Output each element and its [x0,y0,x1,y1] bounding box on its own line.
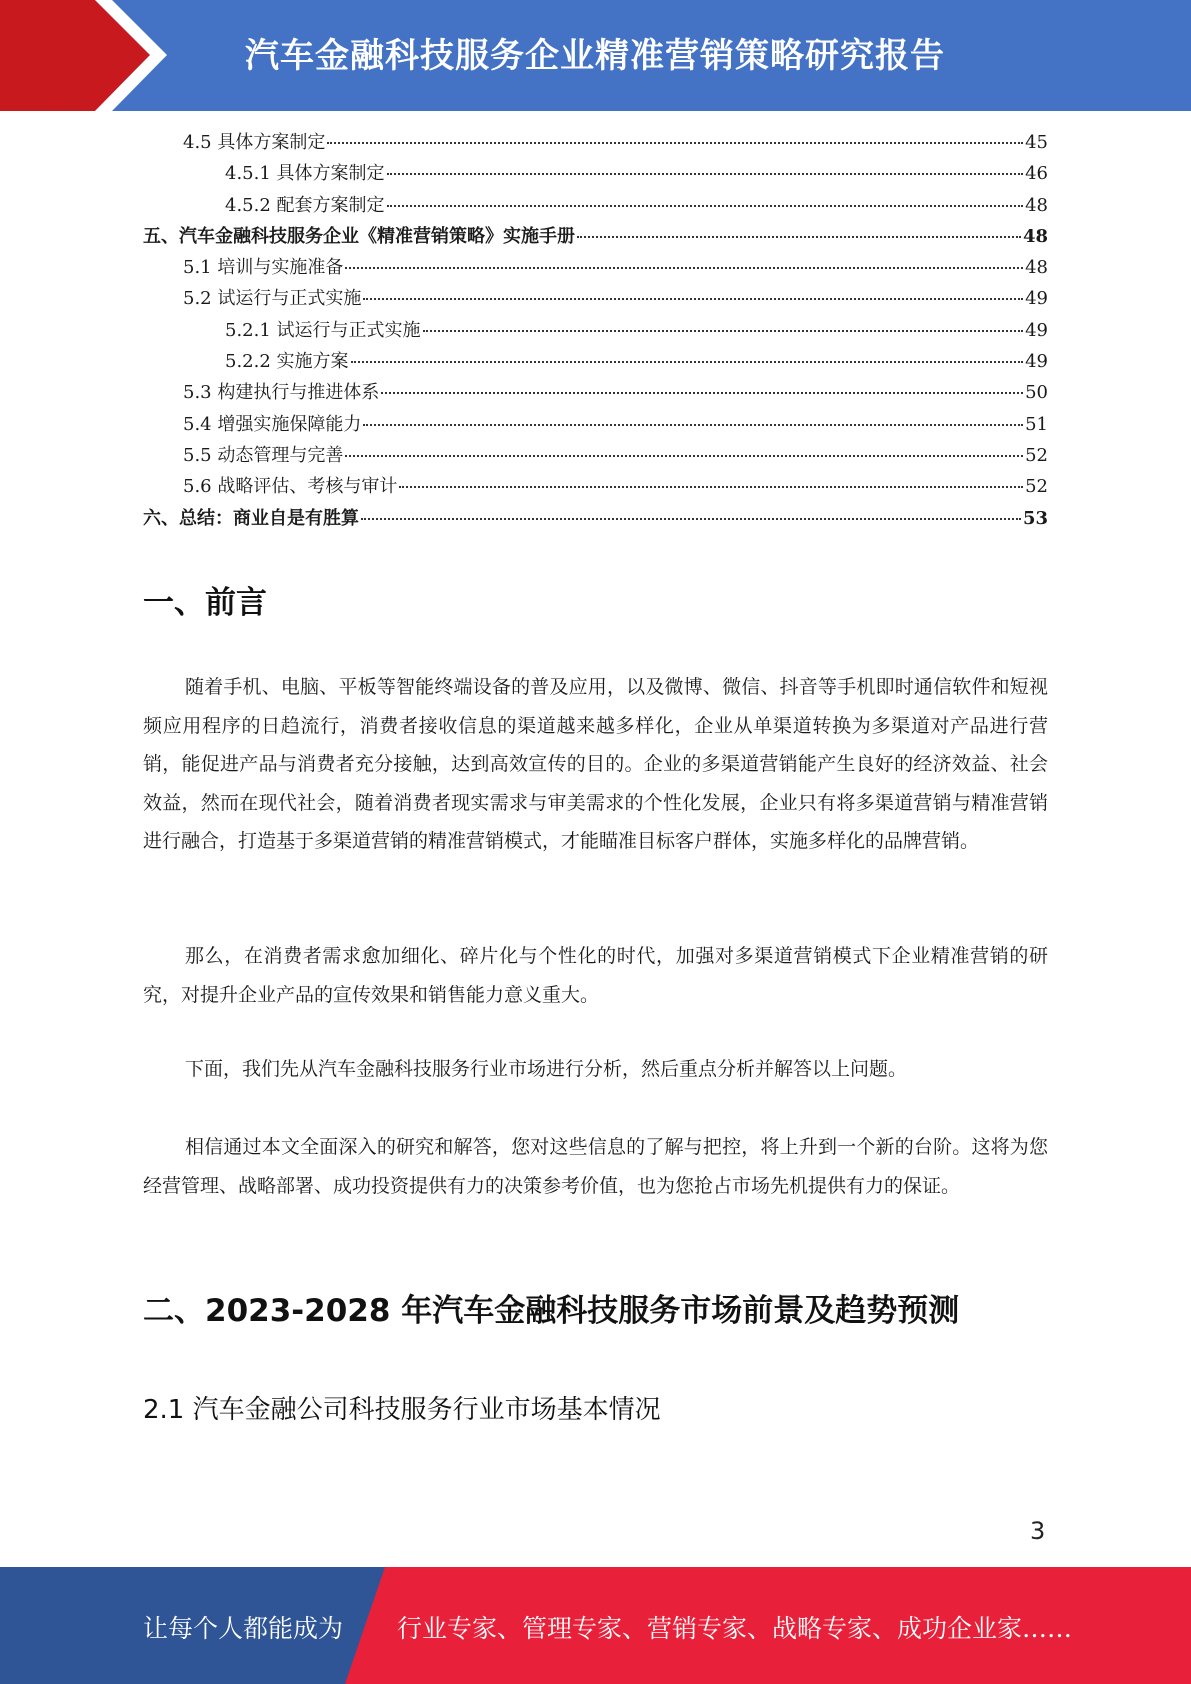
toc-entry[interactable] [143,253,1048,284]
section-heading-preface: 一、前言 [143,585,267,621]
toc-entry-label: 5.2.2 实施方案 [225,351,349,373]
toc-entry-label: 5.2 试运行与正式实施 [183,288,362,310]
toc-entry-label: 六、总结：商业自是有胜算 [143,507,359,529]
paragraph: 随着手机、电脑、平板等智能终端设备的普及应用，以及微博、微信、抖音等手机即时通信软件和短视频应用程序的日趋流行，消费者接收信息的渠道越来越多样化，企业从单渠道转换为多渠道对产品进行营销，能促进产品与消费者充分接触，达到高效宣传的目的。企业的多渠道营销能产生良好的经济效益、社会效益，然而在现代社会，随着消费者现实需求与审美需求的个性化发展，企业只有将多渠道营销与精准营销进行融合，打造基于多渠道营销的精准营销模式，才能瞄准目标客户群体，实施多样化的品牌营销。 [143,676,1048,852]
toc-dot-leader [363,424,1023,426]
toc-dot-leader [363,298,1023,300]
toc-dot-leader [381,392,1023,394]
page-footer [0,1567,1191,1684]
toc-dot-leader [361,518,1021,520]
toc-dot-leader [387,173,1024,175]
toc-entry-page: 50 [1025,382,1048,404]
toc-entry-page: 48 [1025,194,1048,216]
toc-entry-page: 52 [1025,476,1048,498]
toc-entry-label: 4.5 具体方案制定 [183,132,326,153]
table-of-contents [143,128,1048,535]
toc-entry[interactable] [143,410,1048,441]
toc-dot-leader [345,455,1023,457]
toc-entry[interactable] [143,472,1048,503]
toc-entry-label: 5.5 动态管理与完善 [183,444,344,466]
toc-dot-leader [399,486,1023,488]
footer-slogan-right: 行业专家、管理专家、营销专家、战略专家、成功企业家…… [397,1614,1073,1643]
toc-entry-label: 4.5.2 配套方案制定 [225,194,385,216]
toc-entry-page: 52 [1025,444,1048,466]
toc-entry[interactable] [143,128,1048,159]
toc-entry[interactable] [143,347,1048,378]
page-number: 3 [1030,1517,1046,1545]
toc-entry-page: 53 [1022,507,1048,529]
toc-entry[interactable] [143,504,1048,535]
toc-entry-page: 48 [1022,225,1048,247]
toc-dot-leader [577,236,1021,238]
toc-entry[interactable] [143,441,1048,472]
toc-entry-label: 五、汽车金融科技服务企业《精准营销策略》实施手册 [143,225,575,247]
toc-dot-leader [351,361,1024,363]
page-header [0,0,1191,111]
toc-dot-leader [423,330,1024,332]
paragraph: 相信通过本文全面深入的研究和解答，您对这些信息的了解与把控，将上升到一个新的台阶。这将为您经营管理、战略部署、成功投资提供有力的决策参考价值，也为您抢占市场先机提供有力的保证。 [143,1136,1048,1197]
toc-entry-page: 49 [1025,288,1048,310]
toc-dot-leader [327,142,1023,144]
toc-entry-label: 5.2.1 试运行与正式实施 [225,319,421,341]
toc-entry[interactable] [143,284,1048,315]
toc-entry[interactable] [143,222,1048,253]
toc-entry-label: 5.3 构建执行与推进体系 [183,382,380,404]
toc-entry-page: 49 [1025,319,1048,341]
toc-entry-page: 51 [1025,413,1048,435]
footer-slogan-left: 让每个人都能成为 [143,1614,344,1643]
section-heading-market-forecast: 二、2023-2028 年汽车金融科技服务市场前景及趋势预测 [143,1293,960,1329]
toc-entry[interactable] [143,159,1048,190]
toc-entry-label: 5.4 增强实施保障能力 [183,413,362,435]
report-title: 汽车金融科技服务企业精准营销策略研究报告 [245,36,945,76]
toc-entry-label: 4.5.1 具体方案制定 [225,163,385,185]
toc-entry[interactable] [143,316,1048,347]
toc-entry-page: 48 [1025,257,1048,279]
toc-entry[interactable] [143,378,1048,409]
toc-entry-page: 45 [1025,132,1048,153]
paragraph: 那么，在消费者需求愈加细化、碎片化与个性化的时代，加强对多渠道营销模式下企业精准营销的研究，对提升企业产品的宣传效果和销售能力意义重大。 [143,945,1048,1006]
toc-entry-label: 5.6 战略评估、考核与审计 [183,476,398,498]
toc-entry-page: 46 [1025,163,1048,185]
toc-dot-leader [345,267,1023,269]
subsection-heading: 2.1 汽车金融公司科技服务行业市场基本情况 [143,1395,661,1425]
toc-entry-page: 49 [1025,351,1048,373]
toc-entry[interactable] [143,191,1048,222]
toc-entry-label: 5.1 培训与实施准备 [183,257,344,279]
paragraph: 下面，我们先从汽车金融科技服务行业市场进行分析，然后重点分析并解答以上问题。 [185,1058,908,1080]
toc-dot-leader [387,205,1024,207]
